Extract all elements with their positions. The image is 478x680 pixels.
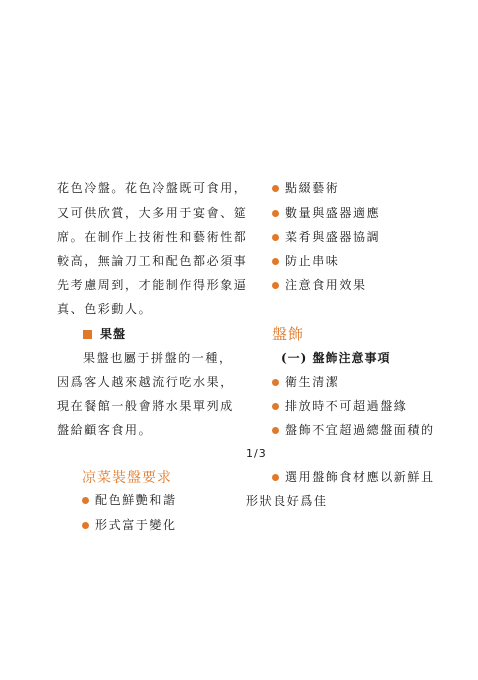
right-bullet-top-2-text: 數量與盛器適應 (285, 206, 381, 220)
right-bullet-top-1-text: 點綴藝術 (285, 181, 340, 195)
right-bullet-mid-3 (272, 423, 435, 437)
left-para2-line-3: 現在餐館一般會將水果單列成 (57, 399, 234, 413)
right-bullet-top-5-text: 注意食用效果 (285, 278, 367, 292)
right-bullet-top-4-text: 防止串味 (285, 254, 340, 268)
bullet-dot-icon (272, 185, 279, 192)
right-bullet-last-text: 選用盤飾食材應以新鮮且 (285, 470, 435, 484)
bullet-dot-icon (272, 282, 279, 289)
right-bullet-mid-2 (272, 399, 407, 413)
page-number: 1/3 (246, 447, 267, 460)
right-bullet-top-2 (272, 206, 380, 220)
right-bullet-mid-2-text: 排放時不可超過盤緣 (285, 399, 408, 413)
bullet-dot-icon (272, 258, 279, 265)
bullet-dot-icon (272, 474, 279, 481)
left-bullet-1 (82, 493, 177, 507)
left-para2-line-1: 果盤也屬于拼盤的一種， (83, 351, 233, 365)
right-bullet-mid-1 (272, 375, 339, 389)
right-bullet-last-line-2: 形狀良好爲佳 (246, 494, 328, 508)
left-bullet-2 (82, 518, 177, 532)
fruit-plate-heading (83, 325, 126, 342)
garnish-notes-subheading: (一) 盤飾注意事項 (281, 351, 391, 365)
right-bullet-top-3 (272, 230, 380, 244)
left-para1-line-2: 又可供欣賞，大多用于宴會、筵 (57, 206, 248, 220)
right-bullet-mid-3-text: 盤飾不宜超過總盤面積的 (285, 423, 435, 437)
bullet-dot-icon (272, 427, 279, 434)
bullet-dot-icon (272, 210, 279, 217)
right-bullet-top-1 (272, 181, 339, 195)
left-para1-line-3: 席。在制作上技術性和藝術性都 (57, 230, 248, 244)
bullet-dot-icon (82, 497, 89, 504)
right-bullet-top-5 (272, 278, 367, 292)
bullet-dot-icon (272, 379, 279, 386)
bullet-dot-icon (272, 403, 279, 410)
right-bullet-mid-1-text: 衛生清潔 (285, 375, 340, 389)
square-bullet-icon (83, 330, 92, 339)
left-para1-line-1: 花色冷盤。花色冷盤既可食用， (57, 181, 248, 195)
left-para2-line-4: 盤給顧客食用。 (57, 423, 153, 437)
bullet-dot-icon (272, 234, 279, 241)
left-bullet-2-text: 形式富于變化 (95, 518, 177, 532)
plate-garnish-heading: 盤飾 (272, 325, 305, 343)
fruit-plate-heading-text: 果盤 (100, 327, 127, 341)
right-bullet-top-3-text: 菜肴與盛器協調 (285, 230, 381, 244)
left-para2-line-2: 因爲客人越來越流行吃水果， (57, 375, 234, 389)
left-para1-line-5: 先考慮周到，才能制作得形象逼 (57, 278, 248, 292)
left-para1-line-4: 較高，無論刀工和配色都必須事 (57, 254, 248, 268)
right-bullet-last (272, 470, 435, 484)
left-bullet-1-text: 配色鮮艷和諧 (95, 493, 177, 507)
left-para1-line-6: 真、色彩動人。 (57, 302, 153, 316)
cold-dish-plating-heading: 凉菜裝盤要求 (82, 470, 172, 486)
bullet-dot-icon (82, 522, 89, 529)
right-bullet-top-4 (272, 254, 339, 268)
